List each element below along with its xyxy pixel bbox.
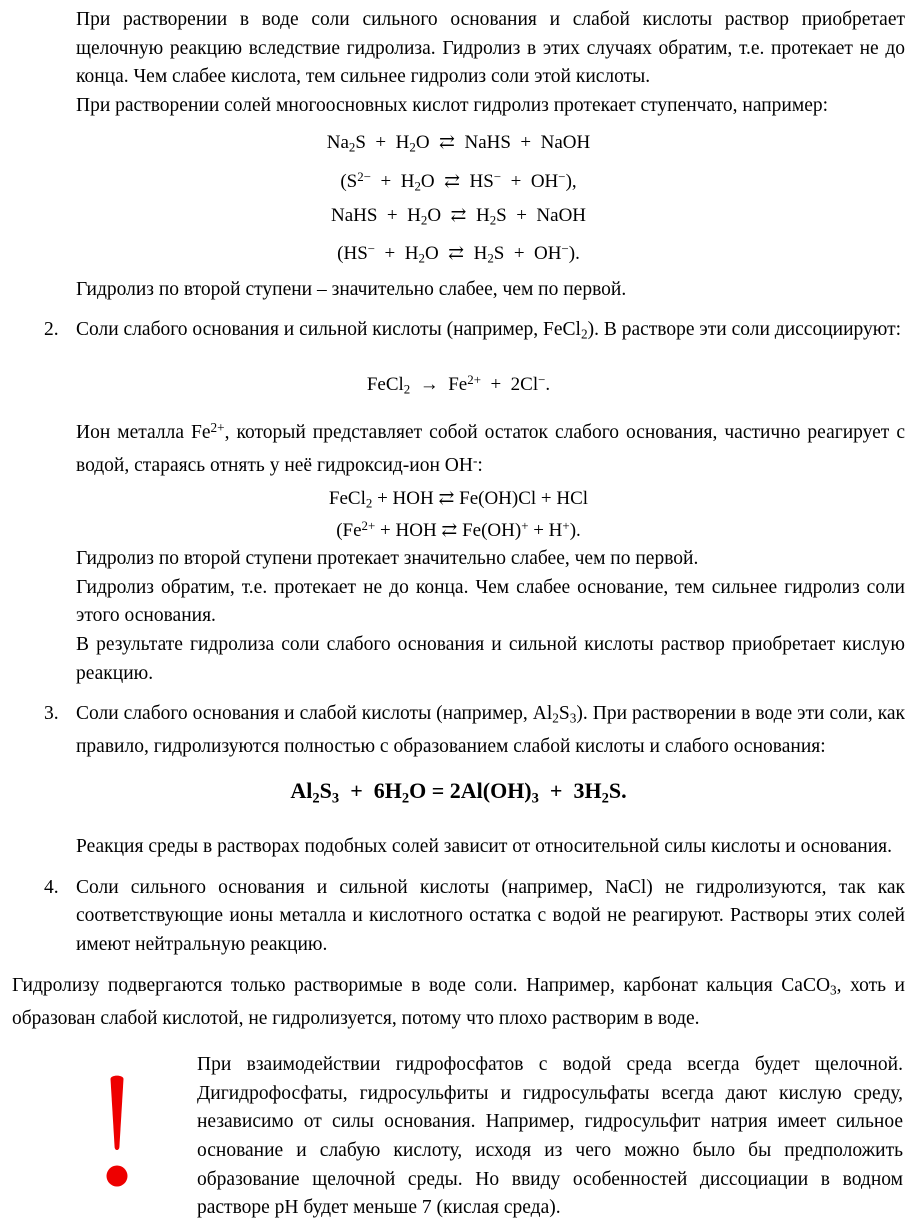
list-item-2: [44, 316, 905, 349]
equation-fecl2-dissociation: FeCl$_2$ → $Fe^{2+} + 2Cl^-$.: [366, 372, 551, 397]
spacer: [12, 404, 905, 414]
equation-nahs-step2-ionic: ($HS^- + H_2O$ ⇄ $H_2S + OH^-$).: [337, 241, 580, 266]
equation-na2s-step1: $Na_2S + H_2O$ ⇄ NaHS + NaOH: [326, 132, 591, 155]
note-acidic-reaction: В результате гидролиза соли слабого основания и сильной кислоты раствор приобретает кислую реакцию.: [76, 634, 905, 684]
spacer: [12, 349, 905, 365]
spacer: [12, 688, 905, 700]
equation-nahs-step2: NaHS + $H_2O$ ⇄ $H_2S$ + NaOH: [330, 204, 587, 228]
note-after-fecl2-step2: Гидролиз по второй ступени протекает значительно слабее, чем по первой.: [76, 548, 699, 570]
equation-fecl2-hydrolysis-molecular: FeCl$_2$ + HOH ⇄ Fe(OH)Cl + HCl: [328, 487, 589, 511]
equation-fecl2-hydrolysis-ionic: ($Fe^{2+}$ + HOH ⇄ Fe(OH)+ + H+).: [336, 518, 581, 542]
note-hydrolysis-reversible: Гидролиз обратим, т.е. протекает не до конца. Чем слабее основание, тем сильнее гидролиз соли этого основания.: [76, 576, 905, 627]
spacer: [12, 960, 905, 972]
list-item-4-number: 4.: [44, 876, 59, 898]
spacer: [12, 813, 905, 833]
spacer: [12, 304, 905, 316]
paragraph-fe-ion: Ион металла $Fe^{2+}$, который представляет собой остаток слабого основания, частично реагирует с водой, стараясь отнять у неё гидроксид-ион ОН-:: [76, 419, 905, 477]
list-item-3-text: Соли слабого основания и слабой кислоты (например, $Al_2S_3$). При растворении в воде эти соли, как правило, гидролизуются полностью с образованием слабой кислоты и слабого основания:: [76, 703, 905, 758]
list-item-2-text: Соли слабого основания и сильной кислоты (например, FeCl$_2$). В растворе эти соли диссоциируют:: [76, 319, 902, 342]
list-item-3-number: 3.: [44, 703, 59, 725]
spacer: [12, 862, 905, 874]
equation-al2s3-hydrolysis: $Al_2S_3 + 6H_2O = 2Al(OH)_3 + 3H_2S$.: [290, 777, 627, 807]
list-item-4: [44, 874, 905, 960]
intro-paragraph-2: При растворении солей многоосновных кислот гидролиз протекает ступенчато, например:: [76, 94, 829, 116]
closing-paragraph: Гидролизу подвергаются только растворимые в воде соли. Например, карбонат кальция CaCO$_3$, хоть и образован слабой кислотой, не гидролизуется, потому что плохо растворим в воде.: [12, 974, 905, 1029]
list-item-3: [44, 700, 905, 762]
note-after-al2s3: Реакция среды в растворах подобных солей зависит от относительной силы кислоты и основания.: [76, 836, 893, 858]
equation-na2s-step1-ionic: ($S^{2-} + H_2O$ ⇄ HS− + OH−),: [340, 168, 577, 194]
list-item-4-text: Соли сильного основания и сильной кислоты (например, NaCl) не гидролизуются, так как соответствующие ионы металла и кислотного остатка с водой не реагируют. Растворы этих солей имеют нейтральную реакцию.: [76, 876, 905, 955]
warning-note-text: При взаимодействии гидрофосфатов с водой среда всегда будет щелочной. Дигидрофосфаты, гидросульфиты и гидросульфаты всегда дают кислую среду, независимо от силы основания. Например, гидросульфит натрия имеет сильное основание и слабую кислоту, исходя из чего можно было бы предположить образование щелочной среды. Но ввиду особенностей диссоциации в водном растворе pH будет меньше 7 (кислая среда).: [197, 1054, 903, 1219]
intro-paragraph-1: При растворении в воде соли сильного основания и слабой кислоты раствор приобретает щелочную реакцию вследствие гидролиза. Гидролиз в этих случаях обратим, т.е. протекает не до конца. Чем слабее кислота, тем сильнее гидролиз соли этой кислоты.: [76, 9, 905, 88]
exclamation-mark-icon: [100, 1073, 134, 1191]
spacer: [12, 762, 905, 776]
list-item-2-number: 2.: [44, 319, 59, 341]
spacer: [12, 120, 905, 128]
warning-note-block: [12, 1051, 905, 1223]
note-after-equation-group-1: Гидролиз по второй ступени – значительно слабее, чем по первой.: [76, 278, 627, 300]
